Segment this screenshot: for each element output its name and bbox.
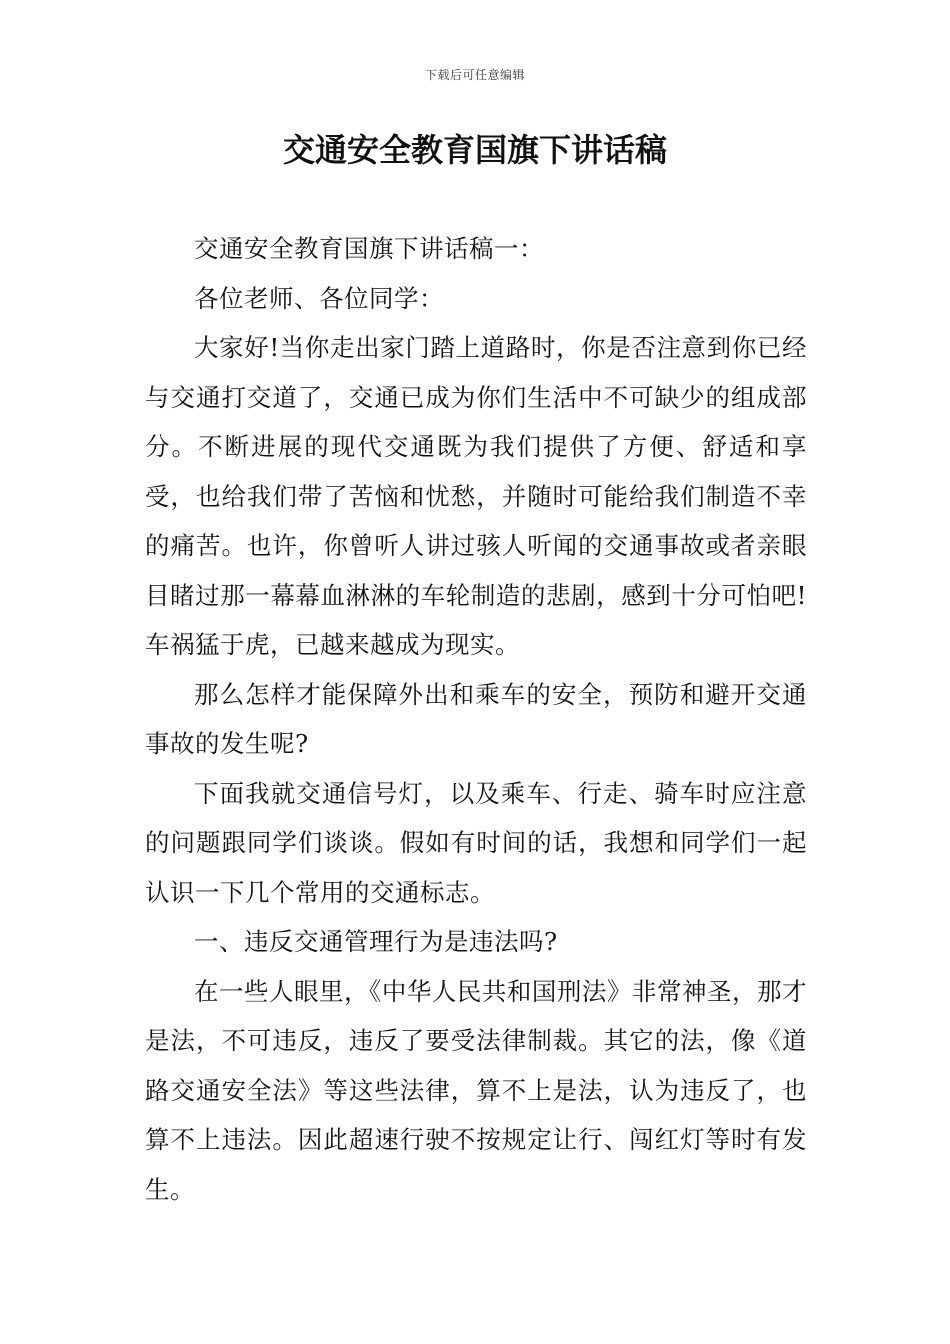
paragraph-greeting: 大家好!当你走出家门踏上道路时，你是否注意到你已经与交通打交道了，交通已成为你们生活中不可缺少的组成部分。不断进展的现代交通既为我们提供了方便、舒适和享受，也给我们带了苦恼和忧愁，并随时可能给我们制造不幸的痛苦。也许，你曾听人讲过骇人听闻的交通事故或者亲眼目睹过那一幕幕血淋淋的车轮制造的悲剧，感到十分可怕吧!车祸猛于虎，已越来越成为现实。 xyxy=(145,333,807,659)
paragraph-section-heading: 一、违反交通管理行为是违法吗? xyxy=(194,927,558,956)
paragraph-question: 那么怎样才能保障外出和乘车的安全，预防和避开交通事故的发生呢? xyxy=(145,679,807,758)
paragraph-speech-heading: 交通安全教育国旗下讲话稿一： xyxy=(194,234,544,263)
document-title: 交通安全教育国旗下讲话稿 xyxy=(282,131,667,169)
paragraph-law-discussion: 在一些人眼里，《中华人民共和国刑法》非常神圣，那才是法，不可违反，违反了要受法律制裁。其它的法，像《道路交通安全法》等这些法律，算不上是法，认为违反了，也算不上违法。因此超速行驶不按规定让行、闯红灯等时有发生。 xyxy=(145,976,807,1204)
paragraph-salutation: 各位老师、各位同学： xyxy=(194,283,444,313)
paragraph-outline: 下面我就交通信号灯，以及乘车、行走、骑车时应注意的问题跟同学们谈谈。假如有时间的话，我想和同学们一起认识一下几个常用的交通标志。 xyxy=(145,778,807,907)
document-body xyxy=(145,224,807,1214)
header-note: 下载后可任意编辑 xyxy=(424,68,525,82)
